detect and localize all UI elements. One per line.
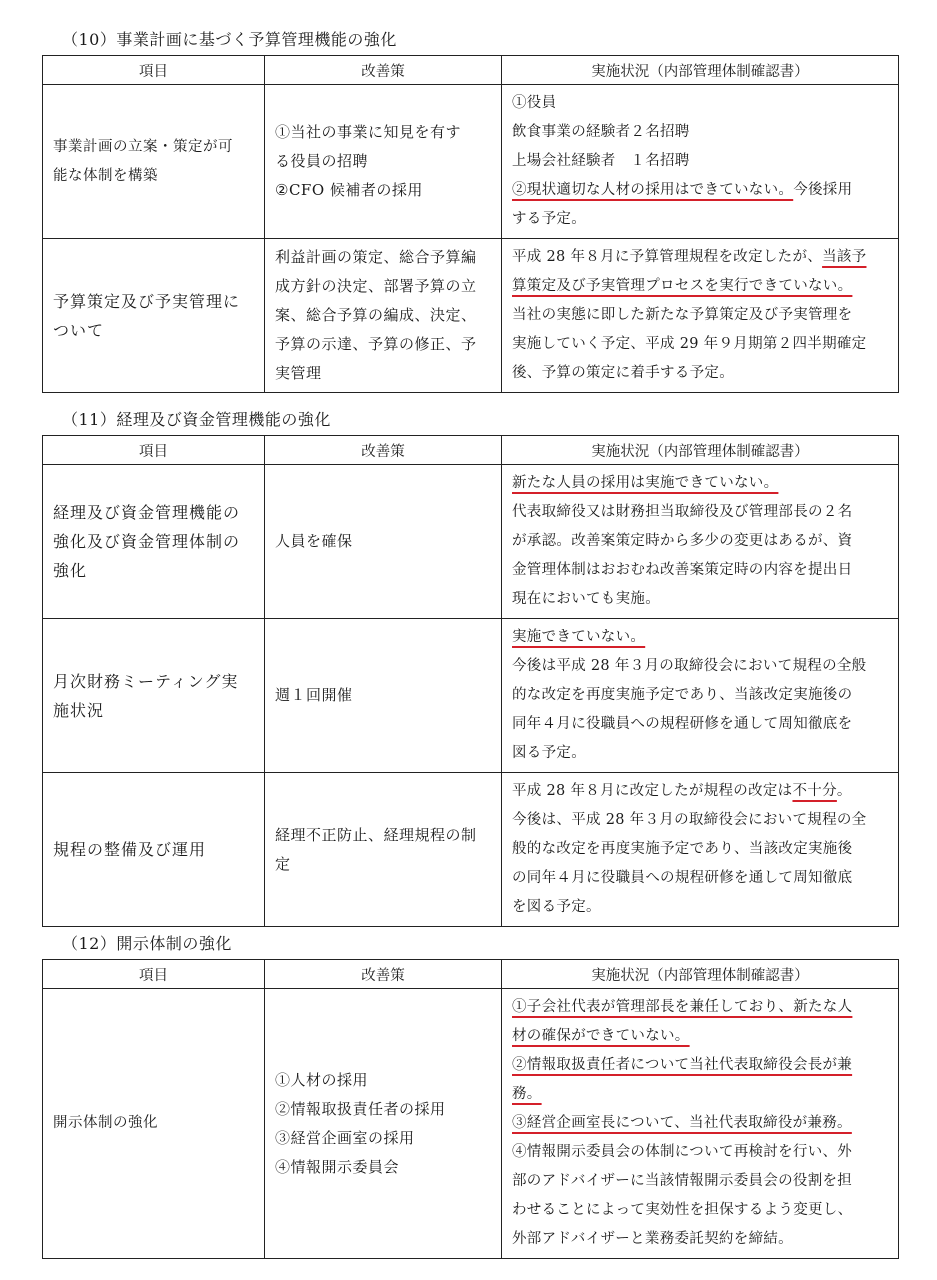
- measure-cell: 利益計画の策定、総合予算編 成方針の決定、部署予算の立 案、総合予算の編成、決定、 予算の示達、予算の修正、予 実管理: [265, 239, 502, 393]
- highlighted-text: 務。: [512, 1086, 542, 1102]
- status-cell: 平成 28 年８月に予算管理規程を改定したが、当該予 算策定及び予実管理プロセスを実行できていない。 当社の実態に即した新たな予算策定及び予実管理を 実施していく予定、平成 29 年９月期第２四半期確定 後、予算の策定に着手する予定。: [502, 239, 899, 393]
- section-12-table: [42, 959, 899, 1259]
- highlighted-text: 実施できていない。: [512, 629, 646, 645]
- header-measure: 改善策: [265, 56, 502, 85]
- table-row: [43, 465, 899, 619]
- table-row: [43, 239, 899, 393]
- section-12-title: （12）開示体制の強化: [62, 934, 232, 953]
- header-status: 実施状況（内部管理体制確認書）: [502, 960, 899, 989]
- status-cell: ①子会社代表が管理部長を兼任しており、新たな人 材の確保ができていない。 ②情報取扱責任者について当社代表取締役会長が兼 務。 ③経営企画室長について、当社代表取締役が兼務。 ④情報開示委員会の体制について再検討を行い、外 部のアドバイザーに当該情報開示委員会の役割を担 わせることによって実効性を担保するよう変更し、 外部アドバイザーと業務委託契約を締結。: [502, 989, 899, 1259]
- section-10-table: [42, 55, 899, 393]
- header-status: 実施状況（内部管理体制確認書）: [502, 436, 899, 465]
- section-11-title: （11）経理及び資金管理機能の強化: [62, 410, 331, 429]
- highlighted-text: 材の確保ができていない。: [512, 1028, 690, 1044]
- measure-cell: ①当社の事業に知見を有す る役員の招聘 ②CFO 候補者の採用: [265, 85, 502, 239]
- highlighted-text: ①子会社代表が管理部長を兼任しており、新たな人: [512, 999, 853, 1015]
- highlighted-text: 不十分: [792, 783, 837, 799]
- table-row: [43, 773, 899, 927]
- header-measure: 改善策: [265, 960, 502, 989]
- header-measure: 改善策: [265, 436, 502, 465]
- table-row: [43, 619, 899, 773]
- item-cell: 規程の整備及び運用: [43, 773, 265, 927]
- status-cell: 実施できていない。 今後は平成 28 年３月の取締役会において規程の全般 的な改定を再度実施予定であり、当該改定実施後の 同年４月に役職員への規程研修を通して周知徹底を 図る予定。: [502, 619, 899, 773]
- table-row: [43, 85, 899, 239]
- measure-cell: ①人材の採用 ②情報取扱責任者の採用 ③経営企画室の採用 ④情報開示委員会: [265, 989, 502, 1259]
- item-cell: 事業計画の立案・策定が可 能な体制を構築: [43, 85, 265, 239]
- table-header-row: [43, 56, 899, 85]
- measure-cell: 経理不正防止、経理規程の制 定: [265, 773, 502, 927]
- highlighted-text: ③経営企画室長について、当社代表取締役が兼務。: [512, 1115, 852, 1131]
- item-cell: 経理及び資金管理機能の 強化及び資金管理体制の 強化: [43, 465, 265, 619]
- header-status: 実施状況（内部管理体制確認書）: [502, 56, 899, 85]
- item-cell: 予算策定及び予実管理に ついて: [43, 239, 265, 393]
- table-header-row: [43, 436, 899, 465]
- highlighted-text: ②現状適切な人材の採用はできていない。: [512, 182, 794, 198]
- item-cell: 月次財務ミーティング実 施状況: [43, 619, 265, 773]
- highlighted-text: 当該予: [822, 249, 867, 265]
- section-10-title: （10）事業計画に基づく予算管理機能の強化: [62, 30, 397, 49]
- status-cell: ①役員 飲食事業の経験者２名招聘 上場会社経験者 １名招聘 ②現状適切な人材の採用はできていない。今後採用 する予定。: [502, 85, 899, 239]
- header-item: 項目: [43, 960, 265, 989]
- highlighted-text: 算策定及び予実管理プロセスを実行できていない。: [512, 278, 853, 294]
- item-cell: 開示体制の強化: [43, 989, 265, 1259]
- header-item: 項目: [43, 436, 265, 465]
- measure-cell: 人員を確保: [265, 465, 502, 619]
- status-cell: 新たな人員の採用は実施できていない。 代表取締役又は財務担当取締役及び管理部長の２名 が承認。改善案策定時から多少の変更はあるが、資 金管理体制はおおむね改善案策定時の内容を提出日 現在においても実施。: [502, 465, 899, 619]
- header-item: 項目: [43, 56, 265, 85]
- table-row: [43, 989, 899, 1259]
- table-header-row: [43, 960, 899, 989]
- highlighted-text: 新たな人員の採用は実施できていない。: [512, 475, 779, 491]
- section-11-table: [42, 435, 899, 927]
- status-cell: 平成 28 年８月に改定したが規程の改定は不十分。 今後は、平成 28 年３月の取締役会において規程の全 般的な改定を再度実施予定であり、当該改定実施後 の同年４月に役職員への規程研修を通して周知徹底 を図る予定。: [502, 773, 899, 927]
- measure-cell: 週１回開催: [265, 619, 502, 773]
- highlighted-text: ②情報取扱責任者について当社代表取締役会長が兼: [512, 1057, 853, 1073]
